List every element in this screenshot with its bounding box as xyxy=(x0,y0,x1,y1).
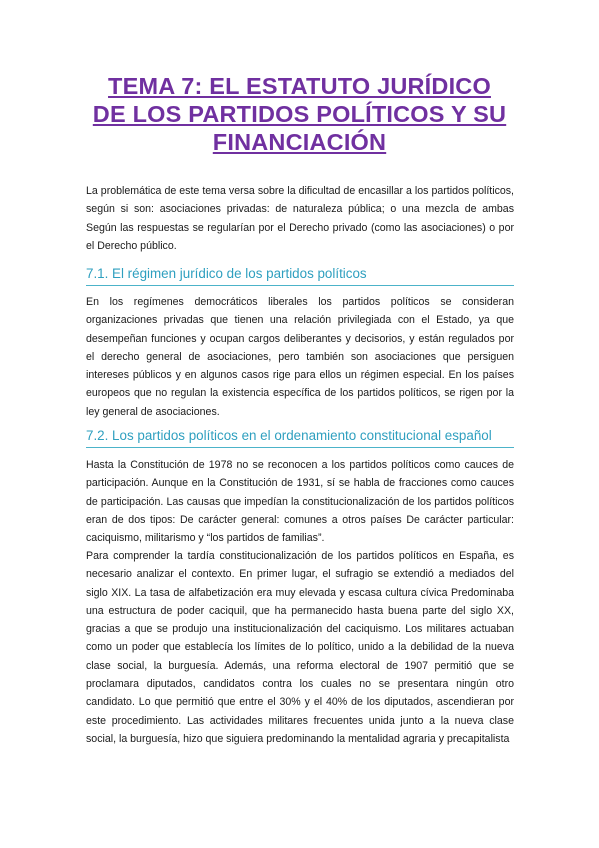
intro-paragraph: La problemática de este tema versa sobre la dificultad de encasillar a los partidos políticos, según si son: asociaciones privadas: de naturaleza pública; o una mezcla de ambas Según las respuestas se regularían por el Derecho privado (como las asociaciones) o por el Derecho público. xyxy=(86,185,514,252)
section-7-2-paragraph-2: Para comprender la tardía constitucionalización de los partidos políticos en España, es necesario analizar el contexto. En primer lugar, el sufragio se extendió a mediados del siglo XIX. La tasa de alfabetización era muy elevada y escasa cultura cívica Predominaba una estructura de poder caciquil, que ha permanecido hasta buena parte del siglo XX, gracias a que se produjo una institucionalización del caciquismo. Los militares actuaban como un poder que establecía los límites de lo político, unido a la debilidad de la nueva clase social, la burguesía. Además, una reforma electoral de 1907 permitió que se proclamara diputados, candidatos contra los cuales no se presentara ningún otro candidato. Lo que permitió que entre el 30% y el 40% de los diputados, ascendieran por este procedimiento. Las actividades militares frecuentes unida junto a la nueva clase social, la burguesía, hizo que siguiera predominando la mentalidad agraria y precapitalista xyxy=(86,550,514,745)
section-7-2-paragraph-1: Hasta la Constitución de 1978 no se reconocen a los partidos políticos como cauces de participación. Aunque en la Constitución de 1931, sí se habla de fracciones como cauces de participación. Las causas que impedían la constitucionalización de los partidos políticos eran de dos tipos: De carácter general: comunes a otros países De carácter particular: caciquismo, militarismo y “los partidos de familias”. xyxy=(86,459,514,545)
title-line: TEMA 7: EL ESTATUTO JURÍDICO xyxy=(108,73,491,99)
title-line: FINANCIACIÓN xyxy=(212,129,387,155)
section-heading-7-2: 7.2. Los partidos políticos en el ordenamiento constitucional español xyxy=(86,428,514,448)
document-title xyxy=(60,72,539,156)
section-heading-7-1: 7.1. El régimen jurídico de los partidos políticos xyxy=(86,266,514,286)
section-7-1-paragraph: En los regímenes democráticos liberales los partidos políticos se consideran organizaciones privadas que tienen una relación privilegiada con el Estado, ya que desempeñan funciones y ocupan cargos deliberantes y decisorios, y están regulados por el derecho general de asociaciones, pero también son asociaciones que persiguen intereses públicos y en algunos casos rige para ellos un régimen especial. En los países europeos que no regulan la existencia específica de los partidos políticos, se rigen por la ley general de asociaciones. xyxy=(86,296,514,418)
title-line: DE LOS PARTIDOS POLÍTICOS Y SU xyxy=(92,101,507,127)
